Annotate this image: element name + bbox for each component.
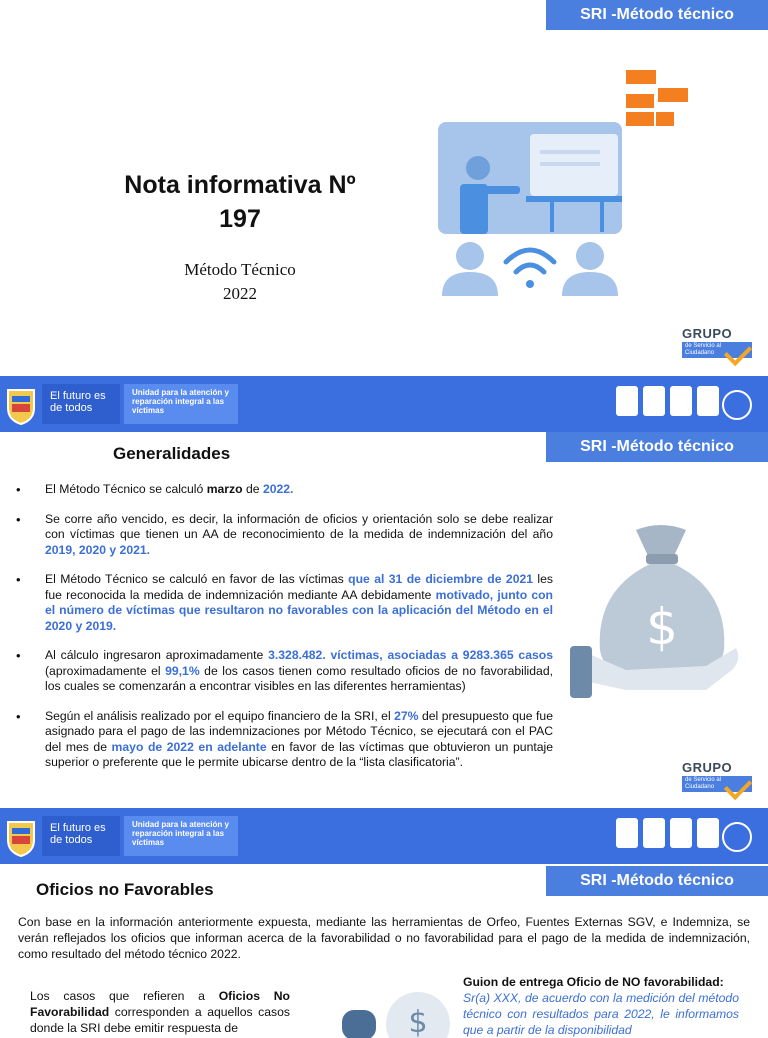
text-run: El Método Técnico se calculó	[45, 482, 207, 496]
slide-generalidades	[0, 432, 768, 806]
certification-badge	[670, 386, 692, 416]
section-heading: Oficios no Favorables	[36, 880, 214, 899]
certification-seal-icon	[722, 822, 752, 852]
text-run: Según el análisis realizado por el equipo financiero de la SRI, el	[45, 708, 395, 723]
certification-badge	[616, 818, 638, 848]
text-run: que al 31 de diciembre de 2021	[348, 572, 534, 586]
bar-entity-name: Unidad para la atención y reparación integral a las víctimas	[124, 384, 238, 424]
section-heading: Generalidades	[113, 444, 231, 463]
slide-oficios	[0, 864, 768, 1038]
text-run: 27%	[394, 708, 419, 723]
section-tag: SRI -Método técnico	[546, 866, 768, 896]
guion-title: Guion de entrega Oficio de NO favorabilidad:	[463, 975, 724, 989]
cover-title: Nota informativa Nº 197	[124, 171, 356, 233]
coat-of-arms-icon	[4, 382, 38, 426]
bullet-item	[0, 648, 553, 695]
left-paragraph	[30, 988, 290, 1036]
text-run: del presupuesto que fue asignado para el pago de las indemnizaciones por Método Técnico, se ejecutará con el PAC del mes de	[45, 708, 553, 754]
text-run: en favor de las víctimas que obtuvieron un puntaje superior o preferente que le permite ubicarse dentro de la “lista clasificatoria”.	[45, 739, 553, 769]
orange-block-icon	[626, 70, 656, 84]
institutional-bar	[0, 808, 768, 864]
money-bag-icon	[566, 520, 748, 700]
wifi-icon	[506, 250, 554, 272]
section-tag: SRI -Método técnico	[546, 432, 768, 462]
text-run: de	[242, 482, 263, 496]
text-run: Los casos que refieren a	[30, 989, 219, 1003]
certification-badge	[670, 818, 692, 848]
money-hand-icon	[340, 992, 460, 1038]
presentation-illustration	[430, 66, 700, 306]
text-run: 2019, 2020 y 2021.	[45, 542, 151, 557]
text-run: Al cálculo ingresaron aproximadamente	[45, 648, 269, 662]
text-run: corresponden a aquellos casos donde la SRI debe emitir respuesta de	[30, 1005, 290, 1035]
certification-badge	[697, 818, 719, 848]
dollar-sign: $	[646, 598, 678, 656]
bullet-list	[0, 482, 553, 785]
bar-slogan: El futuro es de todos	[42, 816, 120, 856]
intro-paragraph: Con base en la información anteriormente expuesta, mediante las herramientas de Orfeo, Fuentes Externas SGV, e Indemniza, se verán reflejados los oficios que informan acerca de la favorabilidad o no favorabilidad para el pago de la medida de indemnización, como resultado del método técnico 2022.	[18, 915, 750, 961]
cover-year: 2022	[223, 284, 257, 303]
bullet-item	[0, 709, 553, 771]
bullet-item	[0, 482, 553, 498]
grupo-servicio-logo: GRUPO de Servicio al Ciudadano	[682, 760, 752, 796]
certification-badge	[616, 386, 638, 416]
bullet-item	[0, 512, 553, 559]
text-run: 3.328.482. víctimas, asociadas a 9283.365 casos	[268, 648, 553, 662]
coat-of-arms-icon	[4, 814, 38, 858]
certification-seal-icon	[722, 390, 752, 420]
bullet-item	[0, 572, 553, 634]
bar-slogan: El futuro es de todos	[42, 384, 120, 424]
grupo-servicio-logo: GRUPO de Servicio al Ciudadano	[682, 326, 752, 362]
text-run: (aproximadamente el	[45, 663, 166, 678]
slide-cover	[0, 0, 768, 376]
text-run: Se corre año vencido, es decir, la información de oficios y orientación solo se debe realizar con víctimas que tienen un AA de reconocimiento de la medida de indemnización del año	[45, 511, 553, 541]
text-run: El Método Técnico se calculó en favor de las víctimas	[45, 572, 349, 586]
text-run: les fue reconocida la medida de indemnización mediante AA debidamente	[45, 572, 554, 602]
cover-subtitle: Método Técnico	[184, 260, 296, 279]
text-run: 99,1%	[165, 663, 200, 678]
certification-badge	[643, 818, 665, 848]
svg-text:$: $	[408, 1005, 428, 1038]
certification-badge	[697, 386, 719, 416]
text-run: Oficios No Favorabilidad	[30, 989, 290, 1019]
text-run: de los casos tienen como resultado oficios de no favorabilidad, los cuales se comenzarán a encontrar visibles en las diferentes herramientas)	[45, 663, 553, 693]
text-run: motivado, junto con el número de víctimas que resultaron no favorables con la aplicación del Método en el 2020 y 2019.	[45, 587, 554, 633]
certification-badge	[643, 386, 665, 416]
section-tag: SRI -Método técnico	[546, 0, 768, 30]
text-run: marzo	[206, 482, 243, 496]
text-run: mayo de 2022 en adelante	[111, 739, 267, 754]
bar-entity-name: Unidad para la atención y reparación integral a las víctimas	[124, 816, 238, 856]
institutional-bar	[0, 376, 768, 432]
guion-text: Sr(a) XXX, de acuerdo con la medición del método técnico con resultados para 2022, le informamos que a partir de la disponibilidad	[463, 991, 739, 1037]
text-run: 2022.	[262, 482, 294, 496]
